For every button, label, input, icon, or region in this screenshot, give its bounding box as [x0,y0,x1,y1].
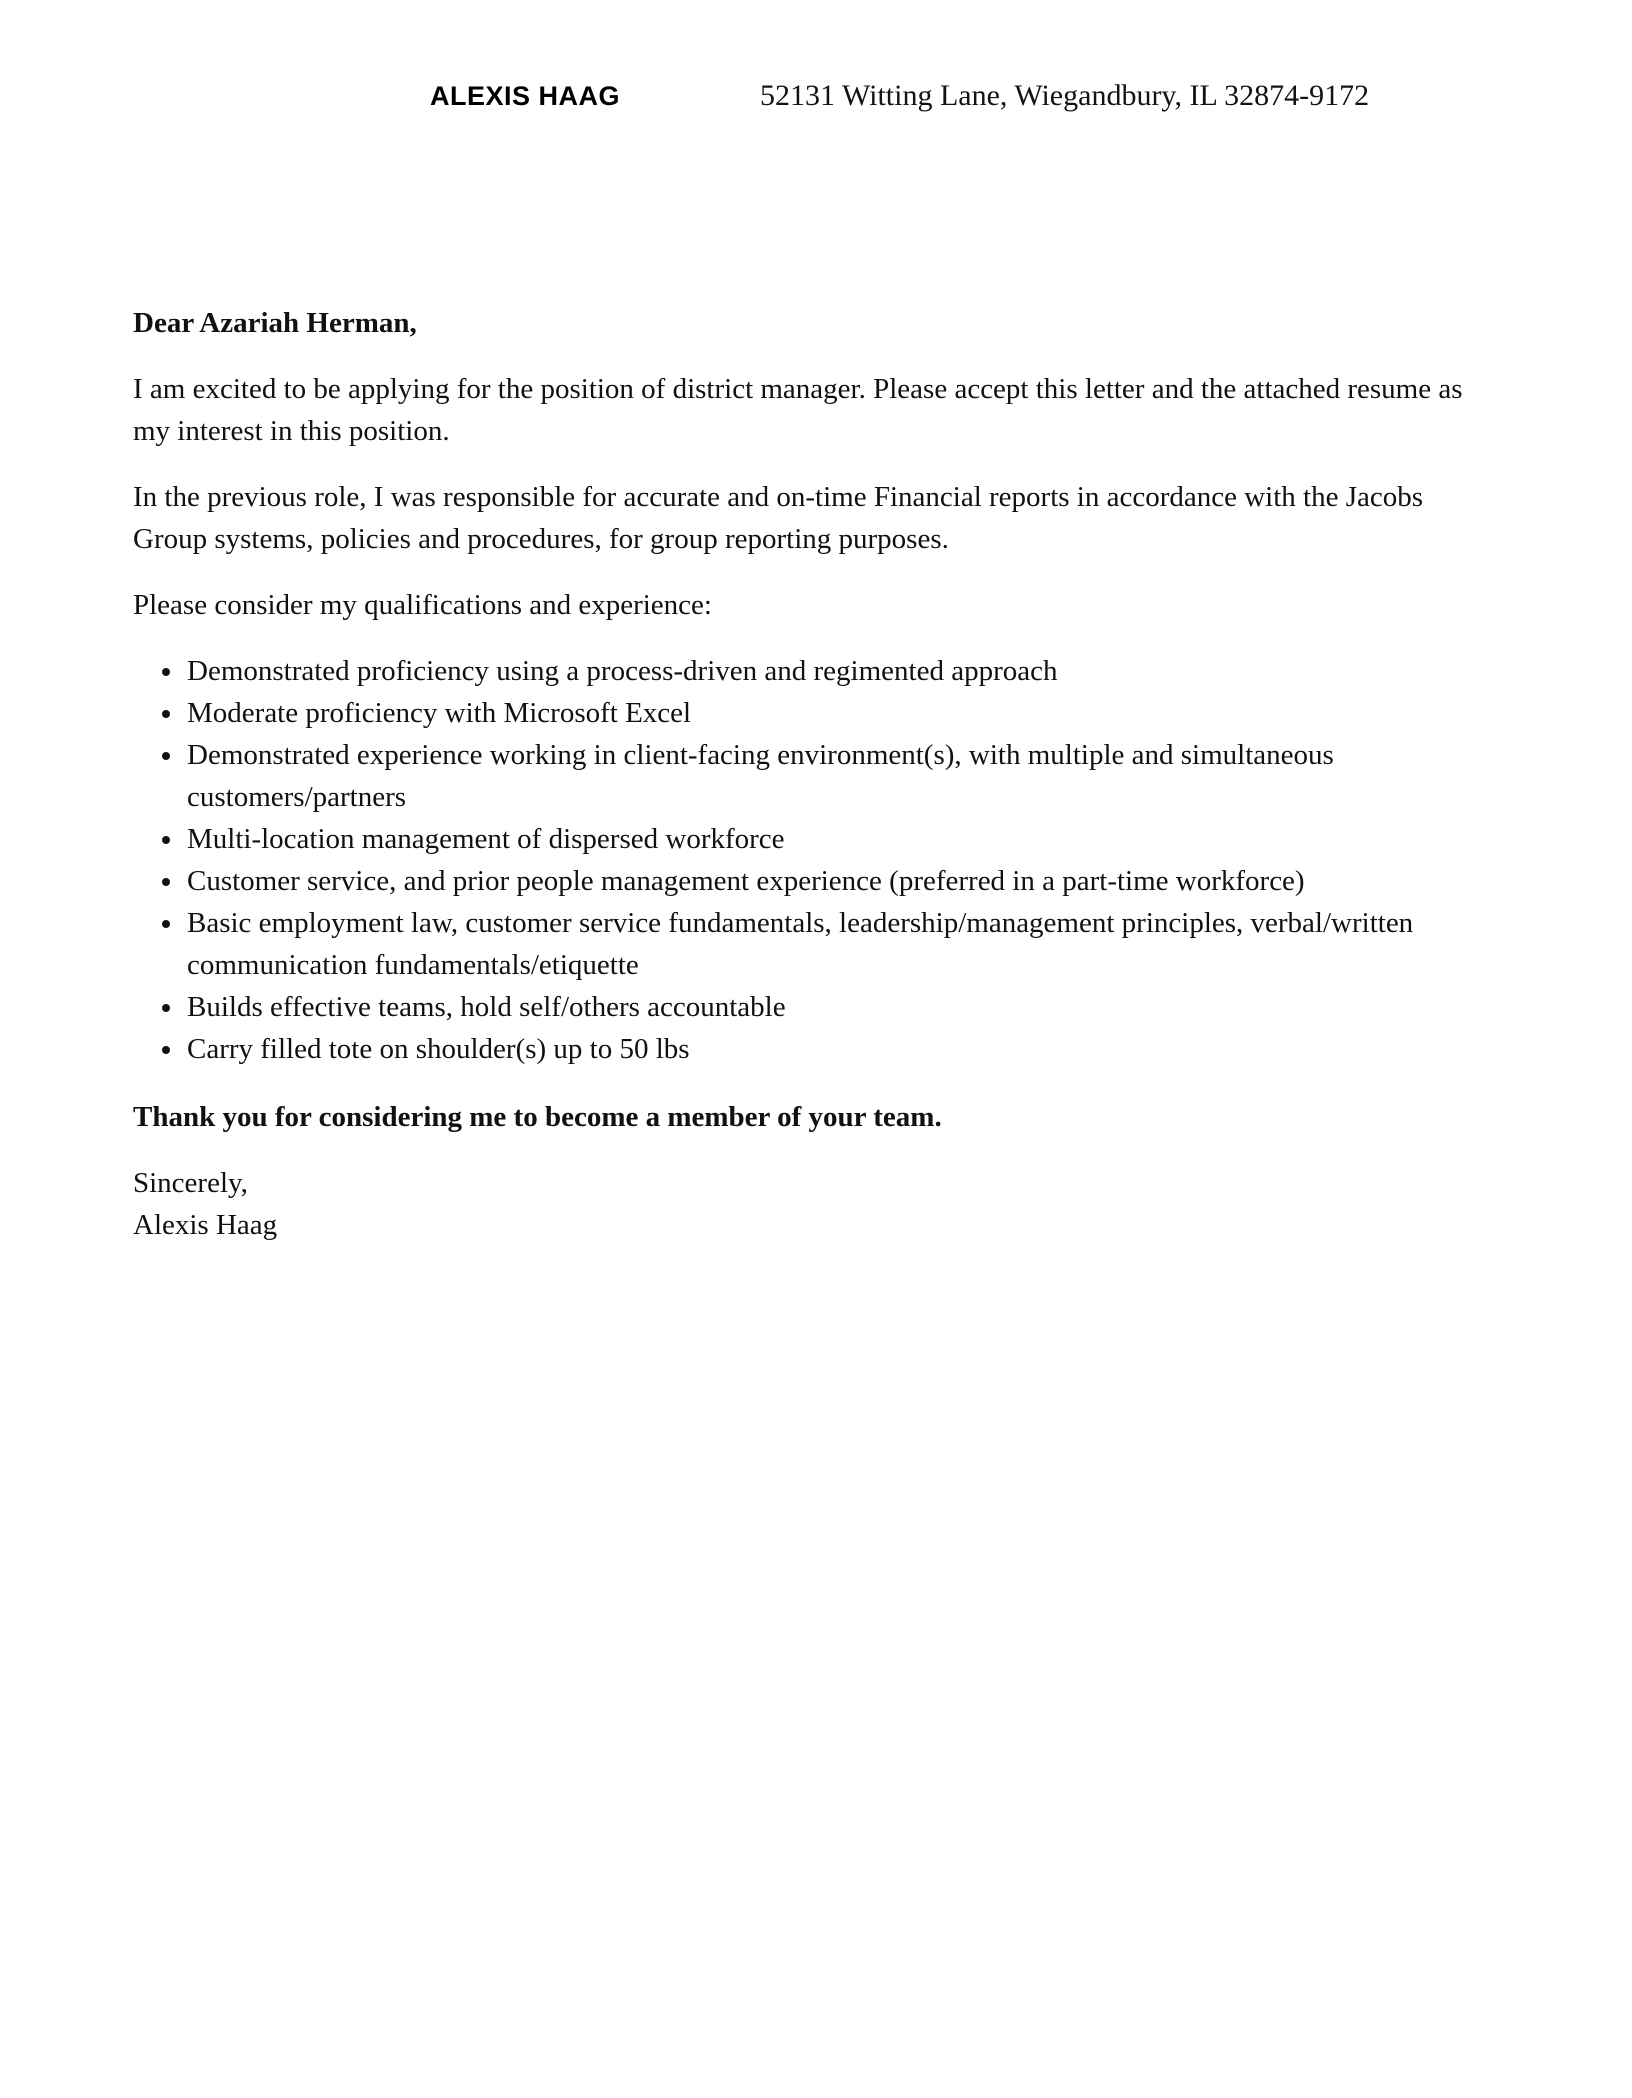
qualifications-list [133,650,1495,1070]
greeting: Dear Azariah Herman, [133,307,417,339]
signoff: Sincerely, [133,1167,248,1199]
letter-body [133,302,1495,1246]
qualification-item: • Carry filled tote on shoulder(s) up to 50 lbs [185,1028,1455,1070]
closing-statement: Thank you for considering me to become a member of your team. [133,1101,942,1133]
paragraph-experience: In the previous role, I was responsible for accurate and on-time Financial reports in accordance with the Jacobs Group systems, policies and procedures, for group reporting purposes. [133,481,1424,555]
paragraph-intro: I am excited to be applying for the position of district manager. Please accept this letter and the attached resume as my interest in this position. [133,373,1463,447]
signature-block [133,1162,1495,1246]
qualification-item: • Demonstrated experience working in client-facing environment(s), with multiple and simultaneous customers/partners [185,734,1455,818]
letter-header [430,0,1632,112]
sender-address: 52131 Witting Lane, Wiegandbury, IL 32874-9172 [760,79,1370,112]
paragraph-qualifications-lead: Please consider my qualifications and experience: [133,589,712,621]
qualification-item: • Basic employment law, customer service fundamentals, leadership/management principles, verbal/written communication fundamentals/etiquette [185,902,1455,986]
qualification-item: • Demonstrated proficiency using a process-driven and regimented approach [185,650,1455,692]
qualification-item: • Multi-location management of dispersed workforce [185,818,1455,860]
signature-name: Alexis Haag [133,1209,278,1241]
qualification-item: • Moderate proficiency with Microsoft Excel [185,692,1455,734]
qualification-item: • Customer service, and prior people management experience (preferred in a part-time workforce) [185,860,1455,902]
qualification-item: • Builds effective teams, hold self/others accountable [185,986,1455,1028]
sender-name: ALEXIS HAAG [430,81,621,111]
